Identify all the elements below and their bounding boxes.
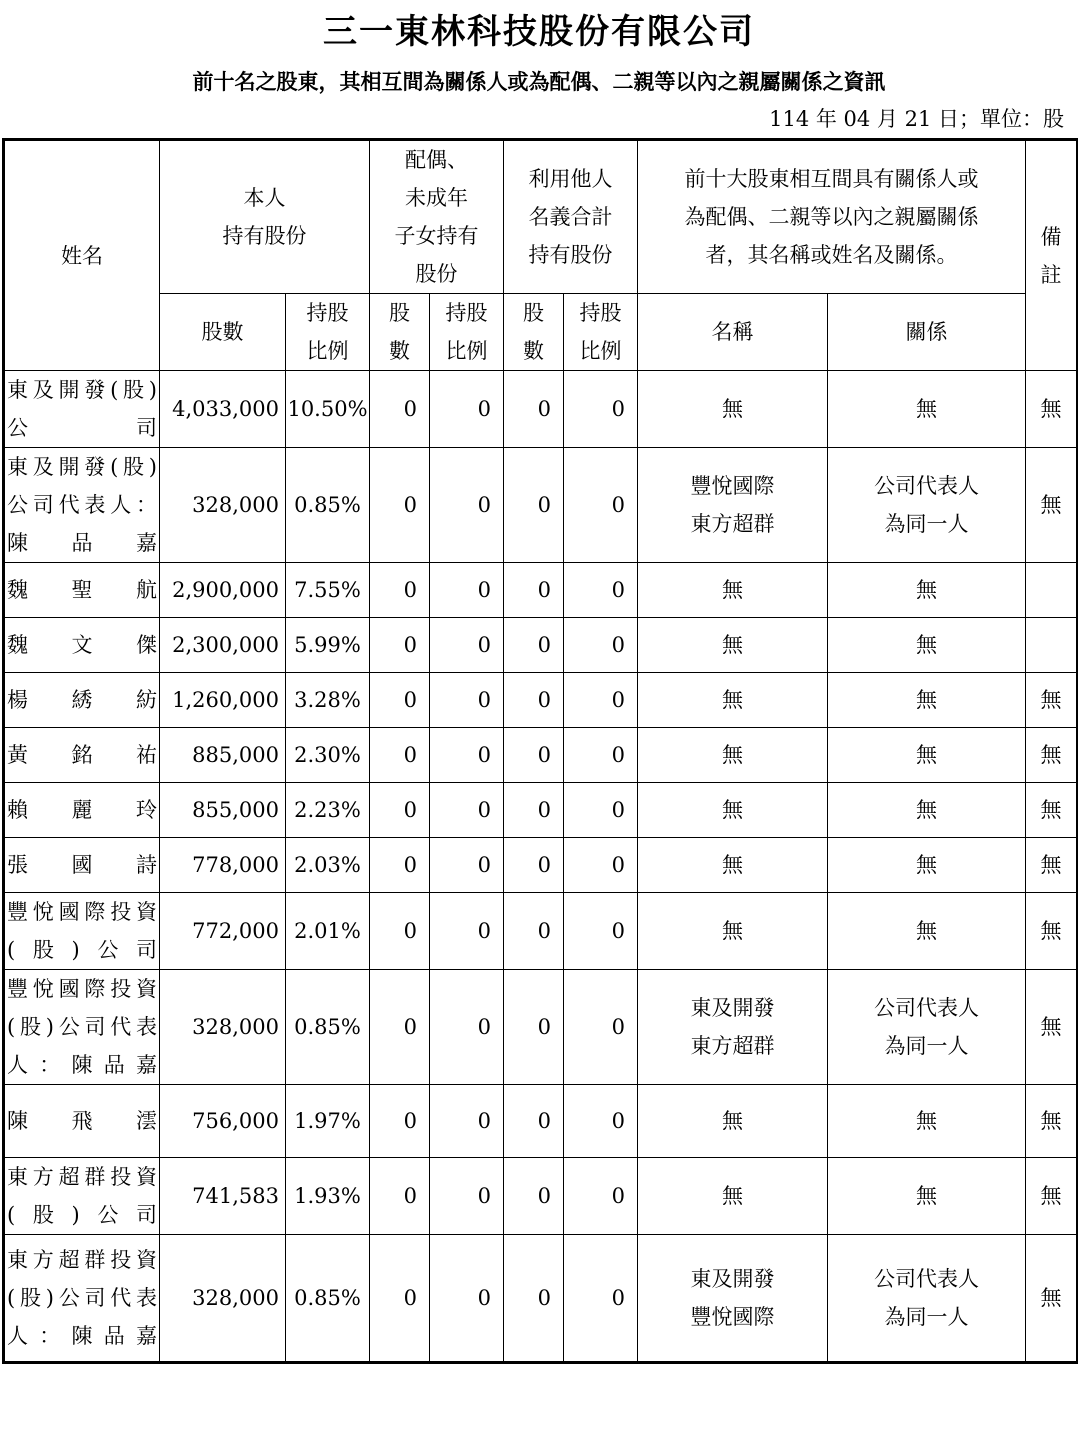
own-shares: 756,000	[160, 1085, 286, 1158]
related-party-relation	[828, 893, 1026, 970]
header-remark	[1026, 140, 1078, 371]
own-shares: 328,000	[160, 970, 286, 1085]
shareholder-name	[4, 893, 160, 970]
table-row	[4, 673, 1078, 728]
header-spouse-l2: 未成年	[405, 186, 468, 210]
subheader-nominee-ratio-l1: 持股	[579, 301, 622, 325]
related-party-name	[638, 783, 828, 838]
related-party-relation-line: 公司代表人	[874, 474, 979, 498]
shareholder-name-line: 魏 文 傑	[7, 633, 157, 657]
shareholder-table	[2, 138, 1078, 1364]
spouse-ratio: 0	[430, 728, 504, 783]
own-ratio: 2.23%	[286, 783, 370, 838]
own-ratio: 3.28%	[286, 673, 370, 728]
spouse-ratio: 0	[430, 563, 504, 618]
spouse-shares: 0	[370, 1085, 430, 1158]
remark: 無	[1026, 1235, 1078, 1363]
table-row	[4, 563, 1078, 618]
shareholder-name	[4, 371, 160, 448]
table-row	[4, 783, 1078, 838]
spouse-shares: 0	[370, 1235, 430, 1363]
own-shares: 328,000	[160, 1235, 286, 1363]
own-ratio: 1.97%	[286, 1085, 370, 1158]
related-party-name-line: 無	[722, 1184, 743, 1208]
related-party-relation	[828, 448, 1026, 563]
related-party-name	[638, 563, 828, 618]
shareholder-name	[4, 563, 160, 618]
nominee-ratio: 0	[564, 970, 638, 1085]
subheader-shares: 股數	[160, 294, 286, 371]
header-relationship	[638, 140, 1026, 294]
related-party-name	[638, 728, 828, 783]
spouse-shares: 0	[370, 371, 430, 448]
related-party-relation	[828, 371, 1026, 448]
related-party-name-line: 豐悅國際	[690, 1305, 775, 1329]
remark	[1026, 618, 1078, 673]
header-spouse-l1: 配偶、	[405, 148, 468, 172]
header-nominee-l3: 持有股份	[528, 243, 613, 267]
table-row	[4, 838, 1078, 893]
remark: 無	[1026, 1085, 1078, 1158]
subheader-nominee-shares-l1: 股	[523, 301, 544, 325]
table-row	[4, 1158, 1078, 1235]
subheader-spouse-ratio-l1: 持股	[445, 301, 488, 325]
own-shares: 855,000	[160, 783, 286, 838]
nominee-shares: 0	[504, 783, 564, 838]
spouse-shares: 0	[370, 618, 430, 673]
subheader-spouse-ratio-l2: 比例	[445, 339, 488, 363]
nominee-ratio: 0	[564, 371, 638, 448]
related-party-relation-line: 無	[916, 919, 937, 943]
related-party-relation	[828, 618, 1026, 673]
header-nominee-holding	[504, 140, 638, 294]
subheader-ratio	[286, 294, 370, 371]
document-subtitle: 前十名之股東，其相互間為關係人或為配偶、二親等以內之親屬關係之資訊	[192, 69, 886, 94]
shareholder-name-line: 陳 飛 澐	[7, 1109, 157, 1133]
related-party-relation-line: 無	[916, 1109, 937, 1133]
related-party-name	[638, 1085, 828, 1158]
own-ratio: 7.55%	[286, 563, 370, 618]
spouse-ratio: 0	[430, 673, 504, 728]
spouse-shares: 0	[370, 1158, 430, 1235]
own-shares: 1,260,000	[160, 673, 286, 728]
related-party-relation	[828, 1085, 1026, 1158]
table-row	[4, 448, 1078, 563]
related-party-relation-line: 為同一人	[884, 1305, 969, 1329]
spouse-ratio: 0	[430, 1235, 504, 1363]
shareholder-name-line: (股)公司	[7, 938, 157, 962]
related-party-relation-line: 無	[916, 397, 937, 421]
related-party-name-line: 東方超群	[690, 512, 775, 536]
nominee-ratio: 0	[564, 673, 638, 728]
subheader-spouse-shares	[370, 294, 430, 371]
nominee-shares: 0	[504, 673, 564, 728]
subheader-nominee-shares	[504, 294, 564, 371]
header-own-l2: 持有股份	[222, 224, 307, 248]
related-party-relation-line: 為同一人	[884, 1034, 969, 1058]
spouse-ratio: 0	[430, 1158, 504, 1235]
header-spouse-l3: 子女持有	[394, 224, 479, 248]
related-party-relation-line: 無	[916, 578, 937, 602]
nominee-shares: 0	[504, 618, 564, 673]
related-party-relation-line: 無	[916, 1184, 937, 1208]
own-ratio: 0.85%	[286, 448, 370, 563]
own-ratio: 0.85%	[286, 1235, 370, 1363]
nominee-ratio: 0	[564, 838, 638, 893]
document-title: 三一東林科技股份有限公司	[323, 12, 755, 52]
related-party-name	[638, 1235, 828, 1363]
shareholder-name-line: 黃 銘 祐	[7, 743, 157, 767]
nominee-shares: 0	[504, 563, 564, 618]
related-party-name-line: 無	[722, 397, 743, 421]
header-own-holding	[160, 140, 370, 294]
related-party-relation-line: 無	[916, 743, 937, 767]
shareholder-name-line: 張 國 詩	[7, 853, 157, 877]
related-party-name-line: 無	[722, 919, 743, 943]
shareholder-name	[4, 1158, 160, 1235]
related-party-name-line: 無	[722, 853, 743, 877]
subheader-rel-name: 名稱	[638, 294, 828, 371]
shareholder-name-line: 東方超群投資	[7, 1165, 157, 1189]
table-row	[4, 893, 1078, 970]
spouse-shares: 0	[370, 563, 430, 618]
header-rel-l3: 者，其名稱或姓名及關係。	[705, 243, 958, 267]
shareholder-name-line: 豐悅國際投資	[7, 900, 157, 924]
shareholder-name	[4, 728, 160, 783]
related-party-name	[638, 838, 828, 893]
subheader-ratio-l2: 比例	[306, 339, 349, 363]
related-party-name	[638, 448, 828, 563]
related-party-name	[638, 893, 828, 970]
table-row	[4, 728, 1078, 783]
header-remark-l2: 註	[1040, 262, 1062, 287]
related-party-relation	[828, 783, 1026, 838]
spouse-shares: 0	[370, 893, 430, 970]
shareholder-name-line: 楊 綉 紡	[7, 688, 157, 712]
shareholder-name	[4, 783, 160, 838]
nominee-shares: 0	[504, 448, 564, 563]
table-row	[4, 618, 1078, 673]
subheader-nominee-ratio	[564, 294, 638, 371]
remark: 無	[1026, 838, 1078, 893]
own-shares: 2,300,000	[160, 618, 286, 673]
related-party-name-line: 無	[722, 688, 743, 712]
remark: 無	[1026, 893, 1078, 970]
related-party-relation-line: 無	[916, 633, 937, 657]
shareholder-name-line: 人：陳品嘉	[7, 1053, 157, 1077]
spouse-ratio: 0	[430, 838, 504, 893]
nominee-ratio: 0	[564, 618, 638, 673]
own-ratio: 1.93%	[286, 1158, 370, 1235]
related-party-relation-line: 公司代表人	[874, 1267, 979, 1291]
shareholder-name-line: 豐悅國際投資	[7, 977, 157, 1001]
related-party-name-line: 無	[722, 798, 743, 822]
table-row	[4, 1235, 1078, 1363]
related-party-name-line: 豐悅國際	[690, 474, 775, 498]
remark	[1026, 563, 1078, 618]
spouse-ratio: 0	[430, 970, 504, 1085]
related-party-name-line: 無	[722, 578, 743, 602]
shareholder-name-line: 東及開發(股)	[7, 455, 157, 479]
shareholder-name-line: 陳 品 嘉	[7, 531, 157, 555]
table-row	[4, 1085, 1078, 1158]
related-party-relation	[828, 970, 1026, 1085]
nominee-ratio: 0	[564, 1235, 638, 1363]
shareholder-name	[4, 1235, 160, 1363]
own-shares: 328,000	[160, 448, 286, 563]
shareholder-name	[4, 448, 160, 563]
nominee-ratio: 0	[564, 893, 638, 970]
related-party-relation	[828, 728, 1026, 783]
header-nominee-l2: 名義合計	[528, 205, 613, 229]
own-ratio: 5.99%	[286, 618, 370, 673]
related-party-name-line: 東方超群	[690, 1034, 775, 1058]
header-spouse-holding	[370, 140, 504, 294]
related-party-relation	[828, 673, 1026, 728]
header-remark-l1: 備	[1040, 224, 1062, 249]
remark: 無	[1026, 1158, 1078, 1235]
spouse-shares: 0	[370, 728, 430, 783]
shareholder-name-line: 人：陳品嘉	[7, 1324, 157, 1348]
related-party-relation	[828, 1235, 1026, 1363]
own-ratio: 2.03%	[286, 838, 370, 893]
subheader-spouse-shares-l2: 數	[389, 339, 410, 363]
header-rel-l1: 前十大股東相互間具有關係人或	[684, 167, 979, 191]
own-ratio: 2.01%	[286, 893, 370, 970]
own-ratio: 0.85%	[286, 970, 370, 1085]
spouse-shares: 0	[370, 448, 430, 563]
nominee-ratio: 0	[564, 1085, 638, 1158]
subheader-rel-relation: 關係	[828, 294, 1026, 371]
related-party-name-line: 無	[722, 633, 743, 657]
spouse-ratio: 0	[430, 1085, 504, 1158]
table-row	[4, 371, 1078, 448]
remark: 無	[1026, 673, 1078, 728]
subheader-nominee-shares-l2: 數	[523, 339, 544, 363]
own-shares: 741,583	[160, 1158, 286, 1235]
nominee-shares: 0	[504, 838, 564, 893]
header-nominee-l1: 利用他人	[528, 167, 613, 191]
own-shares: 778,000	[160, 838, 286, 893]
own-shares: 2,900,000	[160, 563, 286, 618]
related-party-relation-line: 無	[916, 798, 937, 822]
related-party-name	[638, 618, 828, 673]
spouse-ratio: 0	[430, 618, 504, 673]
nominee-ratio: 0	[564, 1158, 638, 1235]
spouse-shares: 0	[370, 838, 430, 893]
table-row	[4, 970, 1078, 1085]
date-unit-line: 114 年 04 月 21 日；單位：股	[769, 107, 1064, 131]
nominee-shares: 0	[504, 970, 564, 1085]
subheader-spouse-ratio	[430, 294, 504, 371]
related-party-relation-line: 公司代表人	[874, 996, 979, 1020]
related-party-relation	[828, 1158, 1026, 1235]
own-shares: 885,000	[160, 728, 286, 783]
nominee-ratio: 0	[564, 563, 638, 618]
remark: 無	[1026, 783, 1078, 838]
spouse-shares: 0	[370, 783, 430, 838]
subheader-nominee-ratio-l2: 比例	[579, 339, 622, 363]
own-ratio: 10.50%	[286, 371, 370, 448]
related-party-name-line: 無	[722, 743, 743, 767]
shareholder-name	[4, 1085, 160, 1158]
related-party-relation-line: 無	[916, 688, 937, 712]
related-party-name-line: 無	[722, 1109, 743, 1133]
spouse-ratio: 0	[430, 448, 504, 563]
nominee-ratio: 0	[564, 783, 638, 838]
remark: 無	[1026, 371, 1078, 448]
spouse-ratio: 0	[430, 893, 504, 970]
remark: 無	[1026, 970, 1078, 1085]
shareholder-name-line: 東方超群投資	[7, 1248, 157, 1272]
related-party-name	[638, 371, 828, 448]
related-party-name	[638, 970, 828, 1085]
shareholder-name	[4, 838, 160, 893]
shareholder-name	[4, 673, 160, 728]
remark: 無	[1026, 728, 1078, 783]
nominee-shares: 0	[504, 371, 564, 448]
subheader-ratio-l1: 持股	[306, 301, 349, 325]
own-shares: 772,000	[160, 893, 286, 970]
nominee-shares: 0	[504, 1158, 564, 1235]
shareholder-name-line: 東及開發(股)	[7, 378, 157, 402]
own-shares: 4,033,000	[160, 371, 286, 448]
related-party-relation-line: 為同一人	[884, 512, 969, 536]
nominee-shares: 0	[504, 893, 564, 970]
remark: 無	[1026, 448, 1078, 563]
related-party-name-line: 東及開發	[690, 996, 775, 1020]
nominee-shares: 0	[504, 1085, 564, 1158]
shareholder-name-line: 魏 聖 航	[7, 578, 157, 602]
related-party-relation	[828, 563, 1026, 618]
shareholder-name-line: 賴 麗 玲	[7, 798, 157, 822]
shareholder-name-line: (股)公司	[7, 1203, 157, 1227]
related-party-relation	[828, 838, 1026, 893]
shareholder-name-line: (股)公司代表	[7, 1015, 157, 1039]
own-ratio: 2.30%	[286, 728, 370, 783]
spouse-shares: 0	[370, 673, 430, 728]
shareholder-name	[4, 970, 160, 1085]
related-party-name	[638, 673, 828, 728]
nominee-shares: 0	[504, 728, 564, 783]
spouse-shares: 0	[370, 970, 430, 1085]
shareholder-name-line: 公 司	[7, 416, 157, 440]
header-name: 姓名	[4, 140, 160, 371]
shareholder-name-line: (股)公司代表	[7, 1286, 157, 1310]
related-party-relation-line: 無	[916, 853, 937, 877]
nominee-ratio: 0	[564, 448, 638, 563]
related-party-name-line: 東及開發	[690, 1267, 775, 1291]
shareholder-name	[4, 618, 160, 673]
nominee-shares: 0	[504, 1235, 564, 1363]
header-spouse-l4: 股份	[415, 262, 458, 286]
shareholder-name-line: 公司代表人：	[7, 493, 157, 517]
header-own-l1: 本人	[243, 186, 286, 210]
header-rel-l2: 為配偶、二親等以內之親屬關係	[684, 205, 979, 229]
subheader-spouse-shares-l1: 股	[389, 301, 410, 325]
spouse-ratio: 0	[430, 371, 504, 448]
related-party-name	[638, 1158, 828, 1235]
nominee-ratio: 0	[564, 728, 638, 783]
spouse-ratio: 0	[430, 783, 504, 838]
